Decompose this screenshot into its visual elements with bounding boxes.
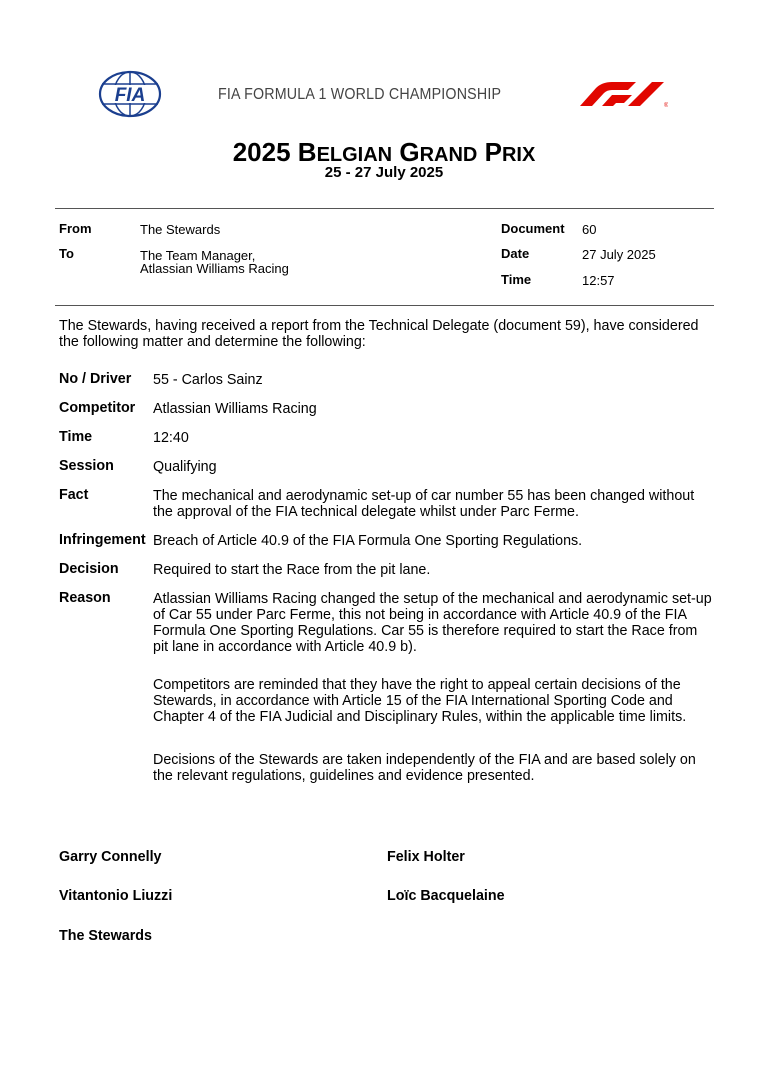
championship-title: FIA FORMULA 1 WORLD CHAMPIONSHIP: [218, 86, 502, 103]
reason-label: Reason: [59, 590, 111, 606]
time-label: Time: [501, 272, 532, 287]
competitor-value: Atlassian Williams Racing: [153, 401, 317, 417]
independence-note: Decisions of the Stewards are taken independently of the FIA and are based solely on the relevant regulations, guidelines and evidence presented.: [153, 752, 696, 784]
to-value-line1: The Team Manager,: [140, 248, 256, 263]
infringement-value: Breach of Article 40.9 of the FIA Formula One Sporting Regulations.: [153, 533, 583, 549]
event-word2-initial: G: [399, 137, 420, 167]
fia-logo-text: FIA: [114, 85, 146, 106]
from-value: The Stewards: [140, 222, 221, 237]
infringement-label: Infringement: [59, 532, 146, 548]
f1-trademark: ®: [664, 103, 668, 108]
time-field-value: 12:40: [153, 430, 189, 446]
f1-logo: [574, 80, 668, 108]
event-word1-rest: ELGIAN: [316, 144, 393, 166]
date-label: Date: [501, 246, 530, 261]
divider-bottom: [55, 305, 714, 306]
time-value: 12:57: [582, 273, 615, 288]
event-word2-rest: RAND: [419, 144, 478, 166]
divider-top: [55, 208, 714, 209]
fia-logo: [98, 70, 162, 118]
fact-value: The mechanical and aerodynamic set-up of car number 55 has been changed without the approval of the FIA technical delegate whilst under Parc Ferme.: [153, 488, 695, 520]
decision-label: Decision: [59, 561, 119, 577]
steward-signature-1: Garry Connelly: [59, 849, 162, 865]
closing-signature: The Stewards: [59, 928, 152, 944]
document-value: 60: [582, 222, 597, 237]
reason-value: Atlassian Williams Racing changed the setup of the mechanical and aerodynamic set-up of Car 55 under Parc Ferme, this not being in accordance with Article 40.9 of the FIA Formula One Sporting Regulations. Car 55 is therefore required to start the Race from pit lane in accordance with Article 40.9 b).: [153, 591, 712, 655]
intro-paragraph: The Stewards, having received a report from the Technical Delegate (document 59), have considered the following matter and determine the following:: [59, 318, 699, 350]
to-value-line2: Atlassian Williams Racing: [140, 261, 289, 276]
from-label: From: [59, 221, 92, 236]
event-word1-initial: B: [297, 137, 317, 167]
event-dates: 25 - 27 July 2025: [324, 164, 444, 181]
session-value: Qualifying: [153, 459, 217, 475]
event-word3-rest: RIX: [501, 144, 536, 166]
competitor-label: Competitor: [59, 400, 136, 416]
decision-value: Required to start the Race from the pit lane.: [153, 562, 431, 578]
driver-label: No / Driver: [59, 371, 132, 387]
session-label: Session: [59, 458, 114, 474]
steward-signature-4: Loïc Bacquelaine: [387, 888, 505, 904]
appeal-note: Competitors are reminded that they have the right to appeal certain decisions of the Stewards, in accordance with Article 15 of the FIA International Sporting Code and Chapter 4 of the FIA Judicial and Disciplinary Rules, within the applicable time limits.: [153, 677, 687, 725]
event-word3-initial: P: [484, 137, 502, 167]
to-label: To: [59, 246, 74, 261]
time-field-label: Time: [59, 429, 93, 445]
fact-label: Fact: [59, 487, 89, 503]
date-value: 27 July 2025: [582, 247, 656, 262]
steward-signature-2: Felix Holter: [387, 849, 465, 865]
driver-value: 55 - Carlos Sainz: [153, 372, 263, 388]
event-year: 2025: [232, 137, 291, 167]
steward-signature-3: Vitantonio Liuzzi: [59, 888, 173, 904]
document-label: Document: [501, 221, 565, 236]
